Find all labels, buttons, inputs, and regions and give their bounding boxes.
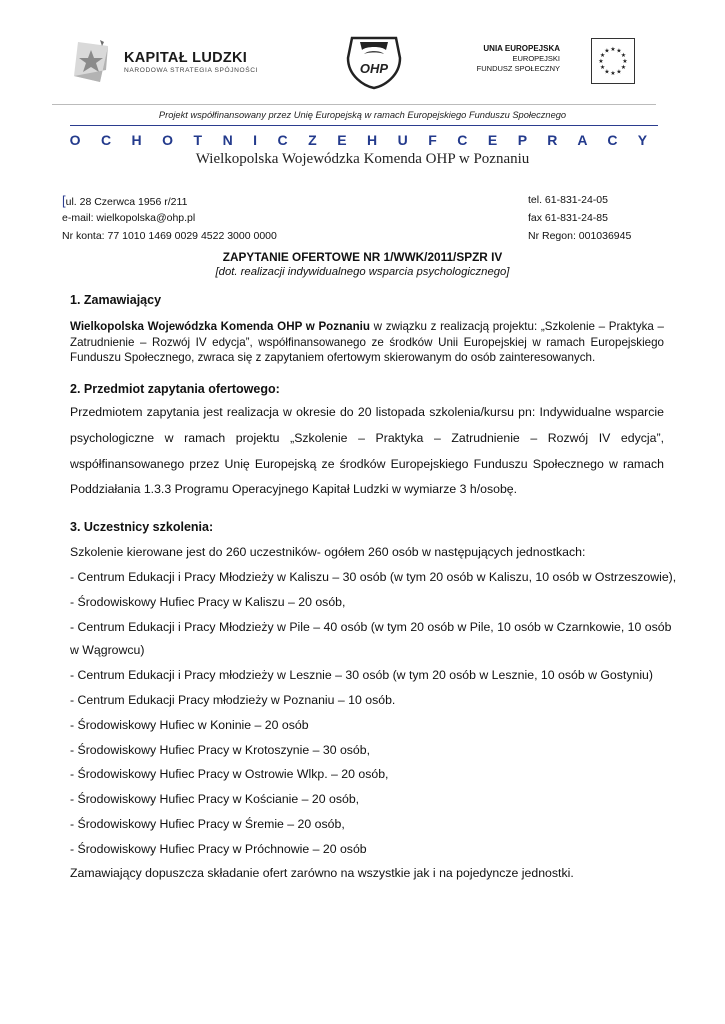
regon: Nr Regon: 001036945 bbox=[528, 230, 632, 242]
svg-text:★: ★ bbox=[616, 47, 622, 55]
list-item: - Środowiskowy Hufiec w Koninie – 20 osób bbox=[70, 718, 309, 732]
kapital-ludzki-title: KAPITAŁ LUDZKI bbox=[124, 50, 248, 66]
section-3-closing: Zamawiający dopuszcza składanie ofert zarówno na wszystkie jak i na pojedyncze jednostki. bbox=[70, 866, 574, 880]
svg-text:★: ★ bbox=[616, 68, 622, 76]
fax: fax 61-831-24-85 bbox=[528, 212, 608, 224]
section-1-paragraph bbox=[70, 319, 664, 366]
section-1-lead: Wielkopolska Wojewódzka Komenda OHP w Poznaniu bbox=[70, 320, 370, 333]
eu-logo bbox=[470, 38, 640, 84]
svg-text:★: ★ bbox=[620, 64, 627, 71]
section-3-heading: 3. Uczestnicy szkolenia: bbox=[70, 520, 214, 534]
list-item: - Środowiskowy Hufiec Pracy w Próchnowie – 20 osób bbox=[70, 842, 367, 856]
list-item: - Środowiskowy Hufiec Pracy w Kościanie – 20 osób, bbox=[70, 792, 360, 806]
email: e-mail: wielkopolska@ohp.pl bbox=[62, 212, 196, 224]
list-item: - Centrum Edukacji i Pracy Młodzieży w Kaliszu – 30 osób (w tym 20 osób w Kaliszu, 10 osób w Ostrzeszowie), bbox=[70, 570, 677, 584]
list-item: w Wągrowcu) bbox=[70, 643, 145, 657]
section-2-line: współfinansowanego przez Unię Europejską ze środków Europejskiego Funduszu Społecznego w ramach bbox=[70, 457, 664, 471]
ohp-shield-icon bbox=[344, 32, 404, 90]
ohp-logo bbox=[344, 32, 404, 90]
kapital-ludzki-logo bbox=[70, 36, 280, 88]
list-item: - Centrum Edukacji i Pracy młodzieży w Lesznie – 30 osób (w tym 20 osób w Lesznie, 10 osób w Gostyniu) bbox=[70, 668, 653, 682]
organization-subname: Wielkopolska Wojewódzka Komenda OHP w Poznaniu bbox=[195, 151, 530, 167]
eu-line-3: FUNDUSZ SPOŁECZNY bbox=[476, 64, 560, 73]
svg-text:★: ★ bbox=[604, 68, 610, 76]
svg-text:★: ★ bbox=[620, 52, 627, 59]
telephone: tel. 61-831-24-05 bbox=[528, 194, 608, 206]
organization-name: O C H O T N I C Z E H U F C E P R A C Y bbox=[69, 132, 656, 148]
blue-divider bbox=[70, 125, 658, 126]
list-item: - Środowiskowy Hufiec Pracy w Krotoszynie – 30 osób, bbox=[70, 743, 371, 757]
section-2-heading: 2. Przedmiot zapytania ofertowego: bbox=[70, 382, 280, 396]
svg-text:★: ★ bbox=[622, 58, 628, 65]
kapital-ludzki-star-icon bbox=[70, 36, 112, 86]
eu-stars-icon bbox=[591, 38, 635, 84]
list-item: - Centrum Edukacji Pracy młodzieży w Poznaniu – 10 osób. bbox=[70, 693, 396, 707]
section-1-text: w związku z realizacją projektu: „Szkolenie – Praktyka – Zatrudnienie – Rozwój IV edycja”, współfinansowanego ze środków Unii Europejskiej w ramach Europejskiego Funduszu Społecznego, zwraca się z zapytaniem ofertowym skierowanym do osób zainteresowanych. bbox=[70, 320, 664, 365]
section-2-line: Poddziałania 1.3.3 Programu Operacyjnego Kapitał Ludzki w wymiarze 3 h/osobę. bbox=[70, 482, 518, 496]
svg-text:★: ★ bbox=[610, 46, 616, 53]
section-3-intro: Szkolenie kierowane jest do 260 uczestników- ogółem 260 osób w następujących jednostkach: bbox=[70, 545, 586, 559]
document-subtitle: [dot. realizacji indywidualnego wsparcia psychologicznego] bbox=[215, 266, 510, 278]
section-2-line: Przedmiotem zapytania jest realizacja w okresie do 20 listopada szkolenia/kursu pn: Indywidualne wsparcie bbox=[70, 405, 664, 419]
bank-account: Nr konta: 77 1010 1469 0029 4522 3000 0000 bbox=[62, 230, 277, 242]
eu-logo-text bbox=[477, 44, 560, 74]
list-item: - Środowiskowy Hufiec Pracy w Kaliszu – 20 osób, bbox=[70, 595, 346, 609]
svg-text:★: ★ bbox=[599, 64, 606, 71]
list-item: - Centrum Edukacji i Pracy Młodzieży w Pile – 40 osób (w tym 20 osób w Pile, 10 osób w Czarnkowie, 10 osób bbox=[70, 620, 672, 634]
eu-line-1: UNIA EUROPEJSKA bbox=[483, 44, 560, 53]
header-divider bbox=[52, 104, 656, 105]
section-2-line: psychologiczne w ramach projektu „Szkolenie – Praktyka – Zatrudnienie – Rozwój IV edycja”, bbox=[70, 431, 664, 445]
svg-text:★: ★ bbox=[610, 70, 616, 77]
svg-text:★: ★ bbox=[599, 52, 606, 59]
list-item: - Środowiskowy Hufiec Pracy w Śremie – 20 osób, bbox=[70, 817, 345, 831]
address-bracket: [ bbox=[62, 193, 66, 208]
svg-text:★: ★ bbox=[604, 47, 610, 55]
ohp-logo-text: OHP bbox=[359, 61, 389, 76]
list-item: - Środowiskowy Hufiec Pracy w Ostrowie Wlkp. – 20 osób, bbox=[70, 767, 389, 781]
project-cofinancing-line: Projekt współfinansowany przez Unię Europejską w ramach Europejskiego Funduszu Społecznego bbox=[158, 110, 567, 120]
address-line bbox=[62, 193, 187, 208]
section-1-heading: 1. Zamawiający bbox=[70, 293, 162, 307]
address: ul. 28 Czerwca 1956 r/211 bbox=[65, 196, 188, 208]
eu-line-2: EUROPEJSKI bbox=[512, 54, 560, 63]
document-title: ZAPYTANIE OFERTOWE NR 1/WWK/2011/SPZR IV bbox=[222, 250, 503, 264]
svg-text:★: ★ bbox=[598, 58, 604, 65]
kapital-ludzki-subtitle: NARODOWA STRATEGIA SPÓJNOŚCI bbox=[124, 67, 259, 74]
